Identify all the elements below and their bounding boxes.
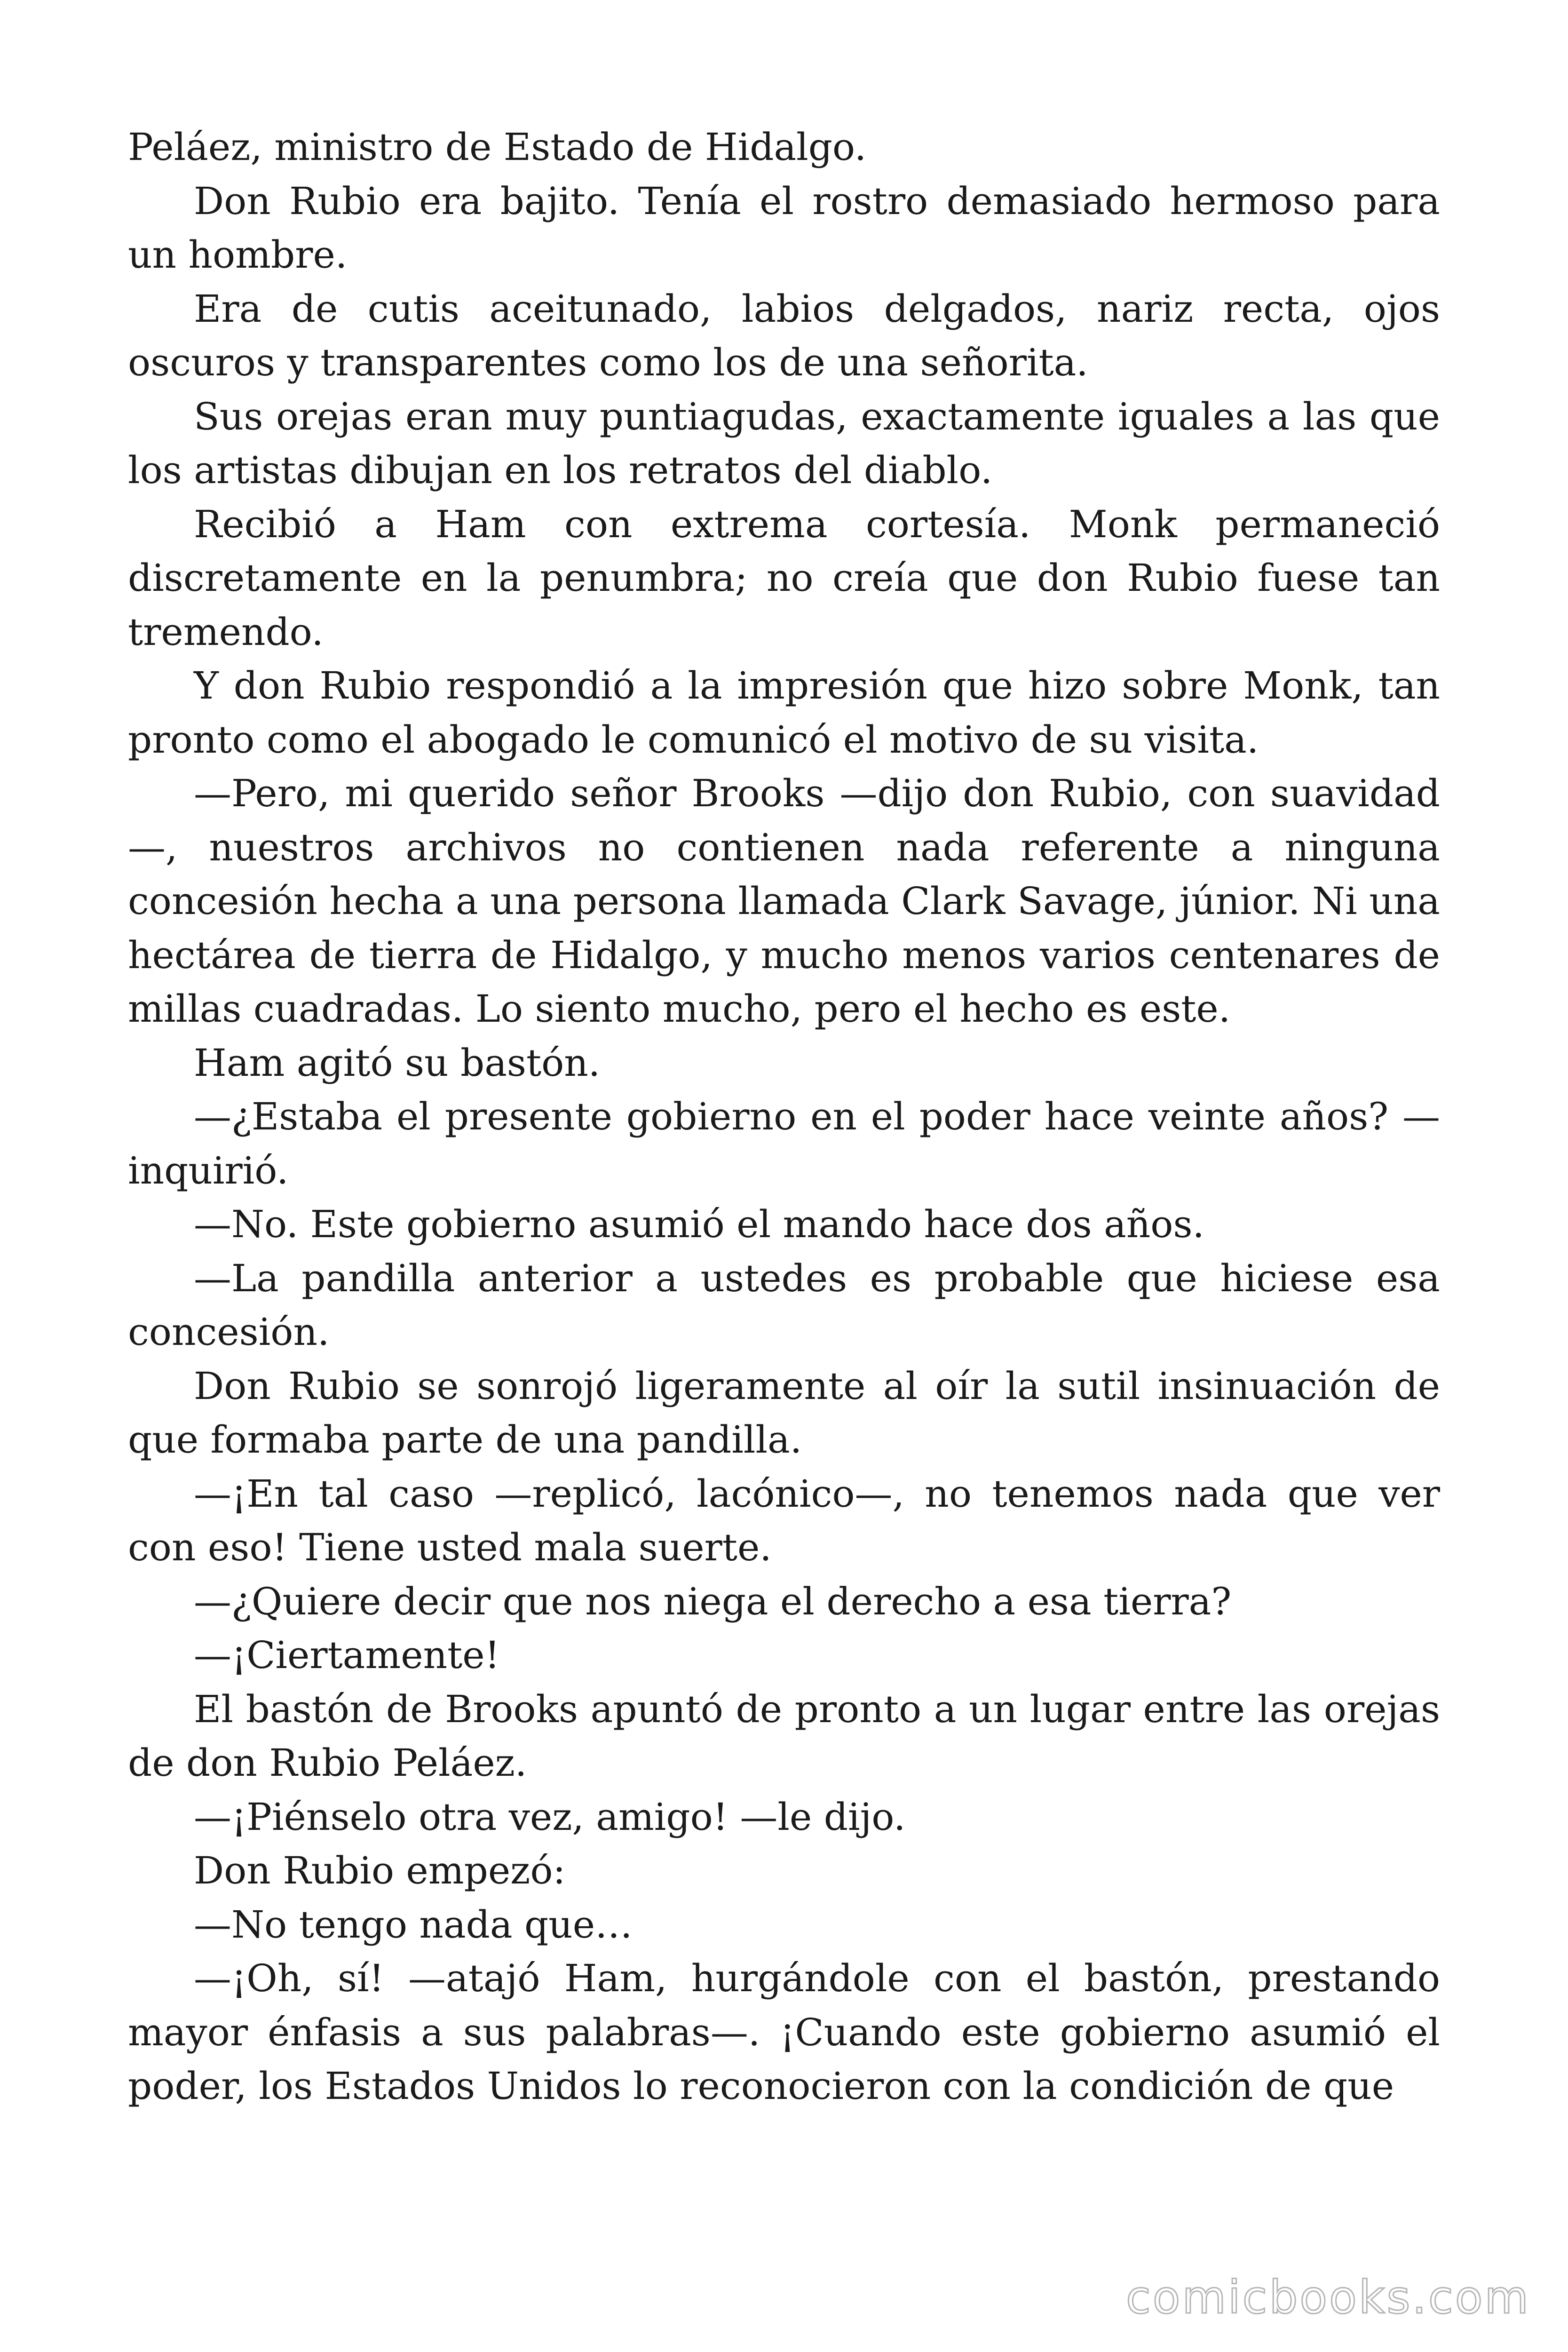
paragraph: —¡Ciertamente! [194,1633,500,1677]
watermark: comicbooks.com [1125,2271,1530,2324]
paragraph: —Pero, mi querido señor Brooks —dijo don Rubio, con suavidad —, nuestros archivos no contienen nada referente a ninguna concesión hecha a una persona llamada Clark Savage, júnior. Ni una hectárea de tierra de Hidalgo, y mucho menos varios centenares de millas cuadradas. Lo siento mucho, pero el hecho es este. [128,771,1440,1031]
paragraph: Don Rubio empezó: [194,1849,566,1892]
paragraph: —¡Oh, sí! —atajó Ham, hurgándole con el bastón, prestando mayor énfasis a sus palabras—. ¡Cuando este gobierno asumió el poder, los Estados Unidos lo reconocieron con la condición de que [128,1956,1440,2108]
paragraph: —¿Estaba el presente gobierno en el poder hace veinte años? —inquirió. [128,1095,1440,1192]
paragraph: Recibió a Ham con extrema cortesía. Monk permaneció discretamente en la penumbra; no creía que don Rubio fuese tan tremendo. [128,502,1440,654]
paragraph: Don Rubio era bajito. Tenía el rostro demasiado hermoso para un hombre. [128,179,1440,277]
paragraph: Y don Rubio respondió a la impresión que hizo sobre Monk, tan pronto como el abogado le comunicó el motivo de su visita. [128,664,1440,762]
paragraph: —La pandilla anterior a ustedes es probable que hiciese esa concesión. [128,1256,1440,1354]
paragraph: —¡Piénselo otra vez, amigo! —le dijo. [194,1795,906,1839]
body-text [128,120,1440,2114]
paragraph: Sus orejas eran muy puntiagudas, exactamente iguales a las que los artistas dibujan en los retratos del diablo. [128,394,1440,492]
paragraph: Ham agitó su bastón. [194,1041,601,1085]
paragraph: —¿Quiere decir que nos niega el derecho a esa tierra? [194,1579,1232,1623]
paragraph: Era de cutis aceitunado, labios delgados, nariz recta, ojos oscuros y transparentes como los de una señorita. [128,286,1440,384]
paragraph: —¡En tal caso —replicó, lacónico—, no tenemos nada que ver con eso! Tiene usted mala suerte. [128,1471,1440,1569]
paragraph: —No. Este gobierno asumió el mando hace dos años. [194,1202,1204,1246]
paragraph: El bastón de Brooks apuntó de pronto a un lugar entre las orejas de don Rubio Peláez. [128,1687,1440,1785]
paragraph: Peláez, ministro de Estado de Hidalgo. [128,125,867,169]
paragraph: —No tengo nada que… [194,1902,633,1947]
paragraph: Don Rubio se sonrojó ligeramente al oír la sutil insinuación de que formaba parte de una pandilla. [128,1364,1440,1462]
